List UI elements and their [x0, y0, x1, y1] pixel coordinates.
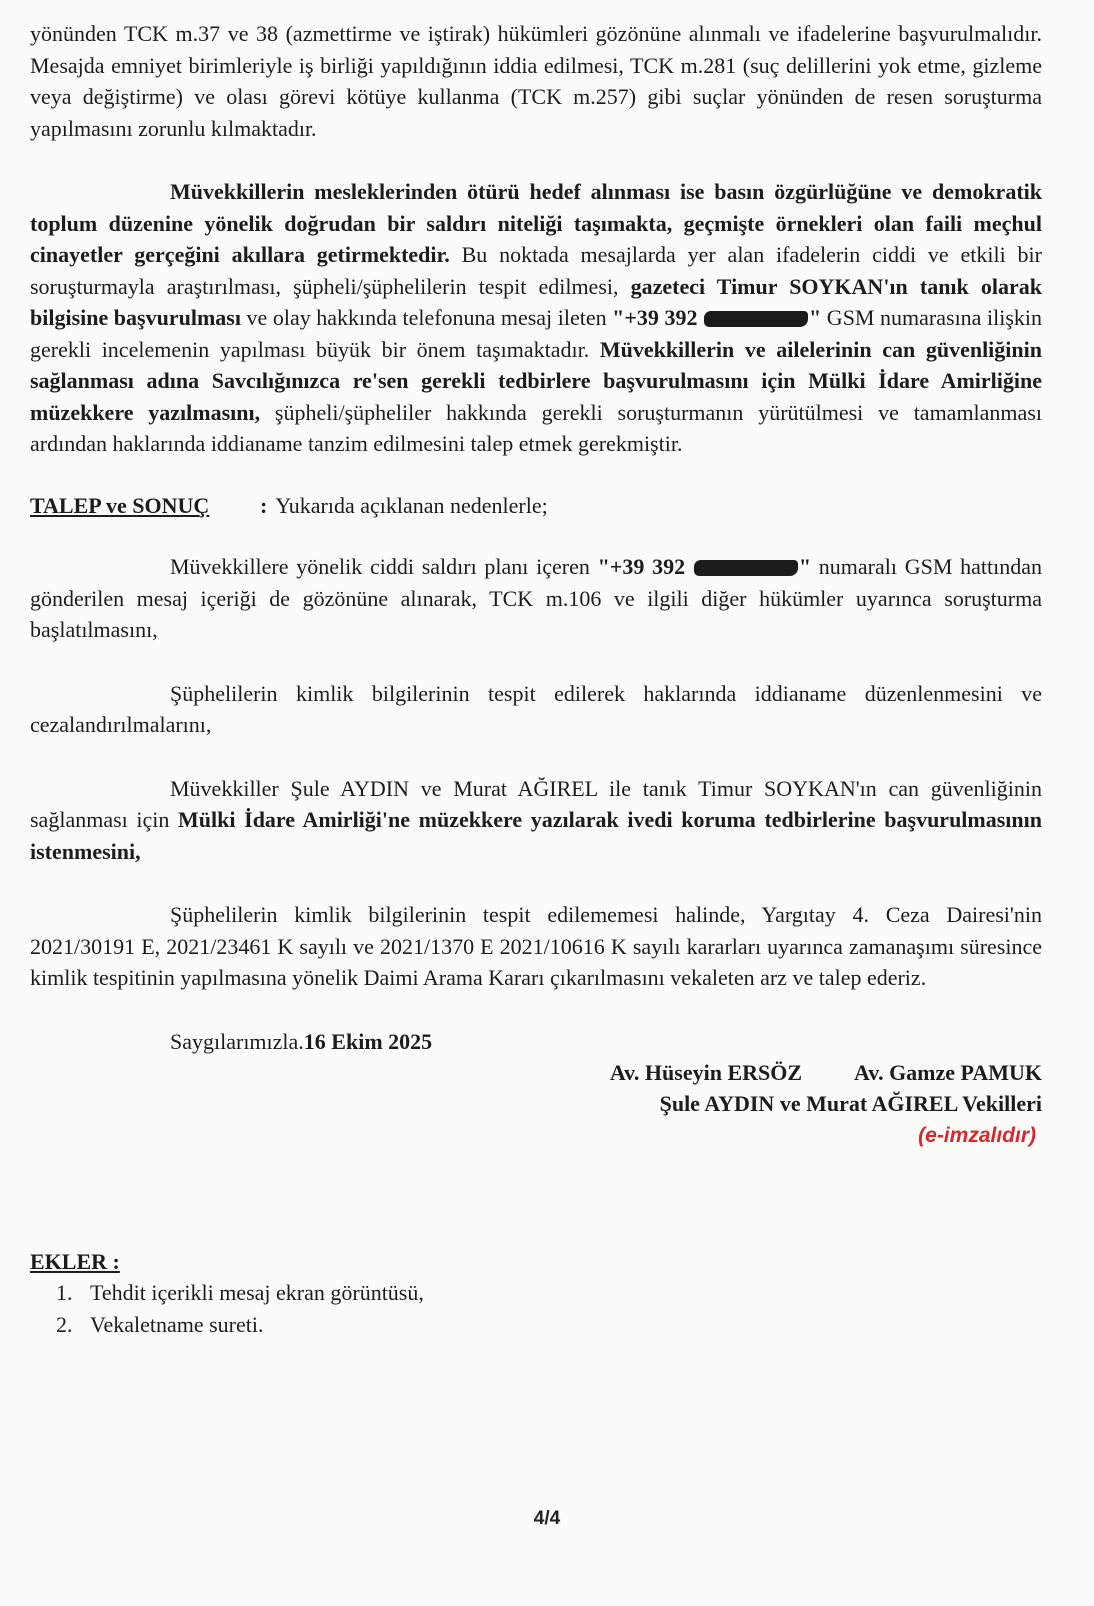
date: 16 Ekim 2025: [303, 1028, 433, 1054]
lawyer-1: Av. Hüseyin ERSÖZ: [609, 1059, 803, 1085]
attachments-list: [30, 1277, 1042, 1340]
paragraph-2-text-3: GSM numarasına ilişkin gerekli incelemenin yapılması büyük bir önem taşımaktadır.: [30, 305, 1043, 362]
lawyer-names: [610, 1057, 1042, 1089]
greeting-line: [170, 1026, 1042, 1058]
phone-close-quote: ": [809, 305, 822, 330]
paragraph-2-bold-1: Müvekkillerin mesleklerinden ötürü hedef alınması ise basın özgürlüğüne ve demokratik toplum düzenine yönelik doğrudan bir saldırı niteliği taşımakta, geçmişte örnekleri olan faili meçhul cinayetler gerçeğini akıllara getirmektedir.: [30, 179, 1042, 267]
closing-area: [30, 1026, 1042, 1152]
paragraph-2: [30, 176, 1042, 460]
request-3-text-1: Müvekkiller Şule AYDIN ve Murat AĞIREL ile tanık Timur SOYKAN'ın can güvenliğinin sağlanması için: [30, 775, 1042, 832]
redaction-mark: [704, 311, 808, 327]
paragraph-2-text-1: Bu noktada mesajlarda yer alan ifadelerin ciddi ve etkili bir soruşturmayla araştırılması, şüpheli/şüphelilerin tespit edilmesi,: [30, 242, 1042, 299]
paragraph-2-bold-2: gazeteci Timur SOYKAN'ın tanık olarak bilgisine başvurulması: [30, 273, 1042, 330]
request-1: [30, 551, 1042, 646]
redaction-mark: [694, 560, 798, 576]
request-4: Şüphelilerin kimlik bilgilerinin tespit edilememesi halinde, Yargıtay 4. Ceza Dairesi'nin 2021/30191 E, 2021/23461 K sayılı ve 2021/1370 E 2021/10616 K sayılı kararları uyarınca zamanaşımı süresince kimlik tespitinin yapılmasına yönelik Daimi Arama Kararı çıkarılmasını vekaleten arz ve talep ederiz.: [30, 902, 1042, 990]
request-2: Şüphelilerin kimlik bilgilerinin tespit edilerek haklarında iddianame düzenlenmesini ve cezalandırılmalarını,: [30, 680, 1042, 737]
phone-prefix: "+39 392: [597, 554, 686, 579]
greeting: Saygılarımızla.: [170, 1028, 304, 1054]
signature-block: [610, 1057, 1042, 1152]
paragraph-2-text-4: şüpheli/şüpheliler hakkında gerekli soruşturmanın yürütülmesi ve tamamlanması ardından haklarında iddianame tanzim edilmesini talep etmek gerekmiştir.: [30, 399, 1042, 456]
request-1-text-1: Müvekkillere yönelik ciddi saldırı planı içeren: [170, 554, 598, 579]
document-page: [30, 18, 1042, 1340]
request-1-text-2: numaralı GSM hattından gönderilen mesaj içeriği de gözönüne alınarak, TCK m.106 ve ilgili diğer hükümler uyarınca soruşturma başlatılmasını,: [30, 554, 1042, 642]
paragraph-2-bold-3: Müvekkillerin ve ailelerinin can güvenliğinin sağlanması adına Savcılığınızca re'sen gerekli tedbirlere başvurulmasını için Mülki İdare Amirliğine müzekkere yazılmasını,: [30, 336, 1042, 425]
talep-text: Yukarıda açıklanan nedenlerle;: [275, 492, 548, 518]
attachment-item: 2. Vekaletname sureti.: [78, 1309, 1042, 1341]
lawyer-2: Av. Gamze PAMUK: [854, 1059, 1042, 1085]
attachment-item: 1. Tehdit içerikli mesaj ekran görüntüsü,: [78, 1277, 1042, 1309]
request-3: [30, 773, 1042, 868]
talep-heading-row: [30, 490, 1042, 522]
phone-close-quote: ": [798, 554, 812, 579]
request-3-bold-1: Mülki İdare Amirliği'ne müzekkere yazılarak ivedi koruma tedbirlerine başvurulmasının istenmesini,: [30, 807, 1042, 864]
talep-label: TALEP ve SONUÇ: [30, 492, 210, 518]
talep-colon: :: [260, 492, 268, 518]
paragraph-1: yönünden TCK m.37 ve 38 (azmettirme ve iştirak) hükümleri gözönüne alınmalı ve ifadelerine başvurulmalıdır. Mesajda emniyet birimleriyle iş birliği yapıldığının iddia edilmesi, TCK m.281 (suç delillerini yok etme, gizleme veya değiştirme) ve olası görevi kötüye kullanma (TCK m.257) gibi suçlar yönünden de resen soruşturma yapılmasını zorunlu kılmaktadır.: [30, 21, 1042, 141]
representing-line: Şule AYDIN ve Murat AĞIREL Vekilleri: [659, 1091, 1042, 1116]
e-signed-note: (e-imzalıdır): [918, 1123, 1036, 1147]
attachments-title: EKLER :: [30, 1248, 120, 1274]
phone-prefix: "+39 392: [612, 305, 698, 330]
paragraph-2-text-2: ve olay hakkında telefonuna mesaj ileten: [240, 305, 613, 330]
page-number: 4/4: [533, 1508, 561, 1529]
